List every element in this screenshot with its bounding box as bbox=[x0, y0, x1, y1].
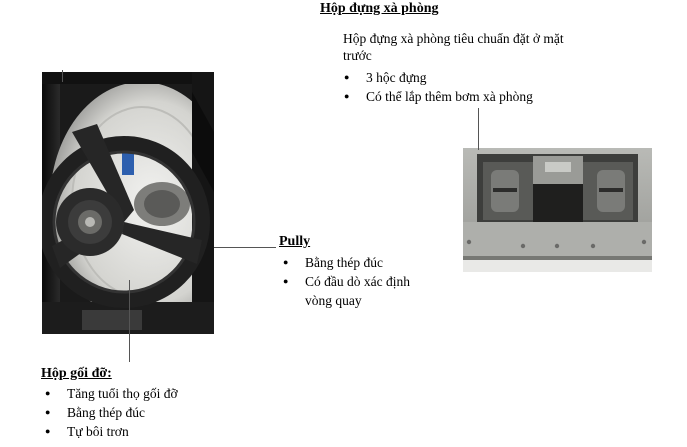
bearing-box-bullets bbox=[41, 384, 178, 441]
soap-box-bullet: ● Có thể lắp thêm bơm xà phòng bbox=[340, 87, 533, 106]
soap-box-description: Hộp đựng xà phòng tiêu chuẩn đặt ở mặt trước bbox=[343, 31, 564, 63]
soap-box-title: Hộp đựng xà phòng bbox=[320, 1, 439, 16]
soap-box-photo bbox=[463, 148, 652, 272]
leader-line-bearing-box bbox=[129, 280, 130, 362]
bearing-box-bullet: ● Bằng thép đúc bbox=[41, 403, 178, 422]
leader-line-pulley bbox=[214, 247, 276, 248]
pulley-bullet: ● Có đầu dò xác định vòng quay bbox=[279, 272, 415, 310]
bearing-box-bullet: ● Tăng tuổi thọ gối đỡ bbox=[41, 384, 178, 403]
soap-box-bullet: ● 3 hộc đựng bbox=[340, 68, 533, 87]
pulley-photo bbox=[42, 72, 214, 334]
bearing-box-title: Hộp gối đỡ: bbox=[41, 366, 112, 381]
pulley-bullet: ● Bằng thép đúc bbox=[279, 253, 439, 272]
leader-line-top bbox=[62, 70, 63, 82]
leader-line-soap-box bbox=[478, 108, 479, 150]
soap-box-illustration bbox=[463, 148, 652, 272]
pulley-title: Pully bbox=[279, 234, 311, 249]
bearing-box-bullet: ● Tự bôi trơn bbox=[41, 422, 178, 441]
pulley-illustration bbox=[42, 72, 214, 334]
soap-box-bullets bbox=[340, 68, 533, 106]
pulley-bullets bbox=[279, 253, 439, 310]
